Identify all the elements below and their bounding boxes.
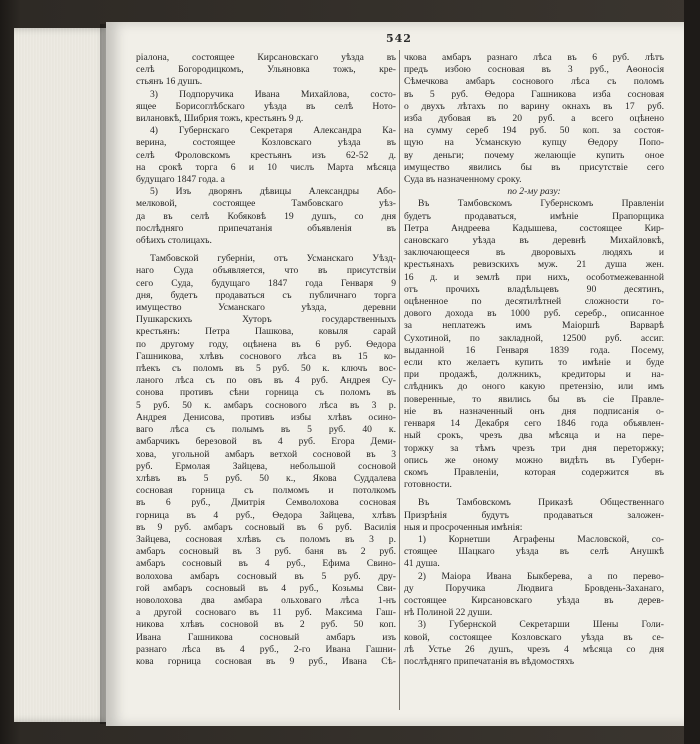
text-line: изба дубовая въ 20 руб. а всего оцѣнено <box>404 113 664 125</box>
text-line: Зайцева, сосновая хлѣвъ съ поломъ въ 3 р. <box>136 533 396 545</box>
text-line: селѣ Богородицкомъ, Ульяновка тожъ, кре- <box>136 64 396 76</box>
text-line: за неплатежъ имъ Маіоршѣ Варварѣ <box>404 320 664 332</box>
text-line: предъ избою сосновая въ 3 руб., Аѳоносія <box>404 64 664 76</box>
text-line: отъ прочихъ владѣльцевъ 90 десятинъ, <box>404 283 664 295</box>
text-line: да въ селѣ Кобяковѣ 19 душъ, со дня <box>136 210 396 222</box>
text-line: слѣдникъ до оного какую претензію, или имъ <box>404 381 664 393</box>
text-line: Сухотиной, по закладной, 12500 руб. ассиг. <box>404 332 664 344</box>
text-line: состоящее Кирсановскаго уѣзда въ дерев- <box>404 594 664 606</box>
text-line: генваря 14 Декабря сего 1846 года объявлен- <box>404 418 664 430</box>
text-line: обѣихъ столицахъ. <box>136 235 212 247</box>
text-line: выданной 16 Генваря 1839 года. Посему, <box>404 344 664 356</box>
text-line: опись же оному можно видѣть въ Губерн- <box>404 454 664 466</box>
text-line: скомъ Правленіи, которая содержится въ <box>404 466 664 478</box>
text-line: Въ Тамбовскомъ Губернскомъ Правленіи <box>418 198 664 210</box>
text-line: нѣ Полиной 22 души. <box>404 607 493 619</box>
text-line: сего Суда, будущаго 1847 года Генваря 9 <box>136 277 396 289</box>
text-line: ковой, состоящее Козловскаго уѣзда въ се- <box>404 631 664 643</box>
text-line: заключающееся въ дворовыхъ людяхъ и <box>404 247 664 259</box>
text-line: Гашникова, хлѣвъ соснового лѣса въ 15 ко- <box>136 350 396 362</box>
text-line: ящее Борисоглѣбскаго уѣзда въ селѣ Ното- <box>136 100 396 112</box>
text-line: 5) Изъ дворянъ дѣвицы Александры Або- <box>150 186 396 198</box>
text-line: оцѣненное по десятилѣтней сложности го- <box>404 296 664 308</box>
text-line: лѣ Устье 26 душъ, чрезъ 4 мѣсяца со дня <box>404 643 664 655</box>
text-line: разнаго лѣса въ 4 руб., 2-го Ивана Гашни- <box>136 643 396 655</box>
text-line: амбарчикъ березовой въ 4 руб. Егора Деми- <box>136 436 396 448</box>
text-line: 2) Маіора Ивана Быкберева, а по перево- <box>418 570 664 582</box>
text-line: 1) Корнетши Аграфены Масловской, со- <box>418 533 664 545</box>
text-line: дового дохода въ 1000 руб. серебр., описанное <box>404 308 664 320</box>
text-line: хова, угольной амбаръ ветхой сосновой въ 3 <box>136 448 396 460</box>
text-line: 3) Подпоручика Ивана Михайлова, состо- <box>150 88 396 100</box>
text-line: руб. Ермолая Зайцева, небольшой сосновой <box>136 460 396 472</box>
text-line: послѣдняго припечатанія въ вѣдомостяхъ <box>404 655 575 667</box>
text-line: верина, состоящее Козловскаго уѣзда въ <box>136 137 396 149</box>
column-divider <box>399 50 400 710</box>
text-line: щую на Усманскую купцу Ѳедору Попо- <box>404 137 664 149</box>
stacked-page-edges <box>14 28 110 722</box>
text-line: гой амбаръ сосновый въ 4 руб., Козьмы Сви- <box>136 582 396 594</box>
text-line: 5 руб. 50 к. амбаръ соснового лѣса въ 3 р. <box>136 399 396 411</box>
text-line: Суда въ назначенному сроку. <box>404 174 522 186</box>
text-line: амбаръ сосновый въ 3 руб. баня въ 2 руб. <box>136 546 396 558</box>
page-number: 542 <box>386 32 412 45</box>
text-line: Тамбовской губерніи, отъ Усманскаго Уѣзд- <box>150 253 396 265</box>
book-page <box>106 22 684 726</box>
text-line: ніе въ назначенный онъ дня подписанія о- <box>404 405 664 417</box>
text-line: никова хлѣвъ сосновой въ 2 руб. 50 коп. <box>136 619 396 631</box>
text-line: сонова противъ сѣни горница съ поломъ въ <box>136 387 396 399</box>
text-line: стоящее Шацкаго уѣзда въ селѣ Анушкѣ <box>404 546 664 558</box>
text-line: дня, будетъ продаваться съ публичнаго торга <box>136 289 396 301</box>
text-line: амбаръ сосновый въ 4 руб., Ефима Свино- <box>136 558 396 570</box>
text-line: селѣ Фроловскомъ крестьянъ изъ 62-52 д. <box>136 149 396 161</box>
text-line: при продажѣ, должникъ, кредиторы и на- <box>404 369 664 381</box>
text-line: кова горница сосновая въ 9 руб., Ивана Сѣ- <box>136 655 396 667</box>
text-line: Петра Андреева Кадышева, состоящее Кир- <box>404 222 664 234</box>
text-line: Сѣмечкова амбаръ соснового лѣса съ поломъ <box>404 76 664 88</box>
text-line: 16 д. и землѣ при нихъ, особотмежеванной <box>404 271 664 283</box>
text-line: готовности. <box>404 479 452 491</box>
text-line: а другой сосноваго въ 11 руб. Максима Гаш- <box>136 607 396 619</box>
text-line: Ивана Гашникова сосновый амбаръ изъ <box>136 631 396 643</box>
text-line: ду Поручика Людвига Бровдень-Заханаго, <box>404 582 664 594</box>
text-line: крестьянъ: Петра Пашкова, ковыля сарай <box>136 326 396 338</box>
text-line: имущество Усманскаго уѣзда, деревни <box>136 302 396 314</box>
text-line: сановскаго уѣзда въ деревнѣ Михайловкѣ, <box>404 235 664 247</box>
text-line: ріалона, состоящее Кирсановскаго уѣзда въ <box>136 52 396 63</box>
text-line: Въ Тамбовскомъ Приказѣ Общественнаго <box>418 497 664 509</box>
text-line: если кто желаетъ купить то имѣніе и буде <box>404 357 664 369</box>
text-line: ву деньги; почему желающіе купить оное <box>404 149 664 161</box>
text-line: по 2-му разу: <box>507 186 561 198</box>
text-line: 41 душа. <box>404 558 440 570</box>
text-line: хлѣвъ въ 5 руб. 50 к., Якова Суддалева <box>136 472 396 484</box>
text-line: на срокѣ торга 6 и 10 числъ Марта мѣсяца <box>136 161 396 173</box>
text-line: Призрѣнія будутъ продаваться заложен- <box>404 509 664 521</box>
text-line: ваго лѣса съ полымъ въ 5 руб. 40 к. <box>136 424 396 436</box>
right-dark-edge <box>684 0 700 744</box>
text-line: имущество явились бы въ присутствіе сего <box>404 161 664 173</box>
text-line: поверенные, то явились бы въ сіе Правле- <box>404 393 664 405</box>
text-line: о двухъ лѣтахъ по варину окнахъ въ 17 руб. <box>404 100 664 112</box>
text-line: будетъ продаваться, имѣніе Прапорщика <box>404 210 664 222</box>
left-column <box>136 52 396 668</box>
text-line: послѣдняго припечатанія объявленія въ <box>136 222 396 234</box>
text-line: мелковой, состоящее Тамбовскаго уѣз- <box>136 198 396 210</box>
text-line: стьянъ 16 душъ. <box>136 76 203 88</box>
text-line: въ 6 руб., Дмитрія Семволохова сосновая <box>136 497 396 509</box>
text-line: наго Суда объявляется, что въ присутствіи <box>136 265 396 277</box>
text-line: 3) Губернской Секретарши Шены Голи- <box>418 619 664 631</box>
text-line: сосновая горница съ полмомъ и потолкомъ <box>136 485 396 497</box>
text-line: на сумму сереб 194 руб. 50 коп. за состоя- <box>404 125 664 137</box>
text-line: ланого лѣса съ по овъ въ 4 руб. Андрея Су- <box>136 375 396 387</box>
text-line: въ 9 руб. амбаръ сосновый въ 6 руб. Василія <box>136 521 396 533</box>
right-column <box>404 52 664 668</box>
text-line: горница въ 4 руб., Ѳедора Зайцева, хлѣвъ <box>136 509 396 521</box>
text-line: будущаго 1847 года. а <box>136 174 225 186</box>
text-line: ныя и просроченныя имѣнія: <box>404 521 523 533</box>
text-line: ный срокъ, чрезъ два мѣсяца и на пере- <box>404 430 664 442</box>
text-line: крестьянахъ ревизскихъ муж. 21 душа жен. <box>404 259 664 271</box>
text-line: Пушкарскихъ Хуторъ государственныхъ <box>136 314 396 326</box>
text-line: чкова амбаръ разнаго лѣса въ 6 руб. лѣтъ <box>404 52 664 63</box>
text-line: Андрея Денисова, противъ избы хлѣвъ осино- <box>136 411 396 423</box>
text-line: новолохова два амбара ольховаго лѣса 1-нъ <box>136 594 396 606</box>
text-line: вилановкѣ, Шибрия тожъ, крестьянъ 9 д. <box>136 113 304 125</box>
text-line: торжку за тѣмъ чрезъ три дня переторжку; <box>404 442 664 454</box>
text-line: по другому году, оцѣнена въ 6 руб. Ѳедора <box>136 338 396 350</box>
text-line: волохова амбаръ сосновый въ 5 руб. дру- <box>136 570 396 582</box>
text-line: 4) Губернскаго Секретаря Александра Ка- <box>150 125 396 137</box>
text-line: пѣекъ съ поломъ въ 5 руб. 50 к. ключъ вос- <box>136 363 396 375</box>
text-line: въ 5 руб. Ѳедора Гашникова изба сосновая <box>404 88 664 100</box>
